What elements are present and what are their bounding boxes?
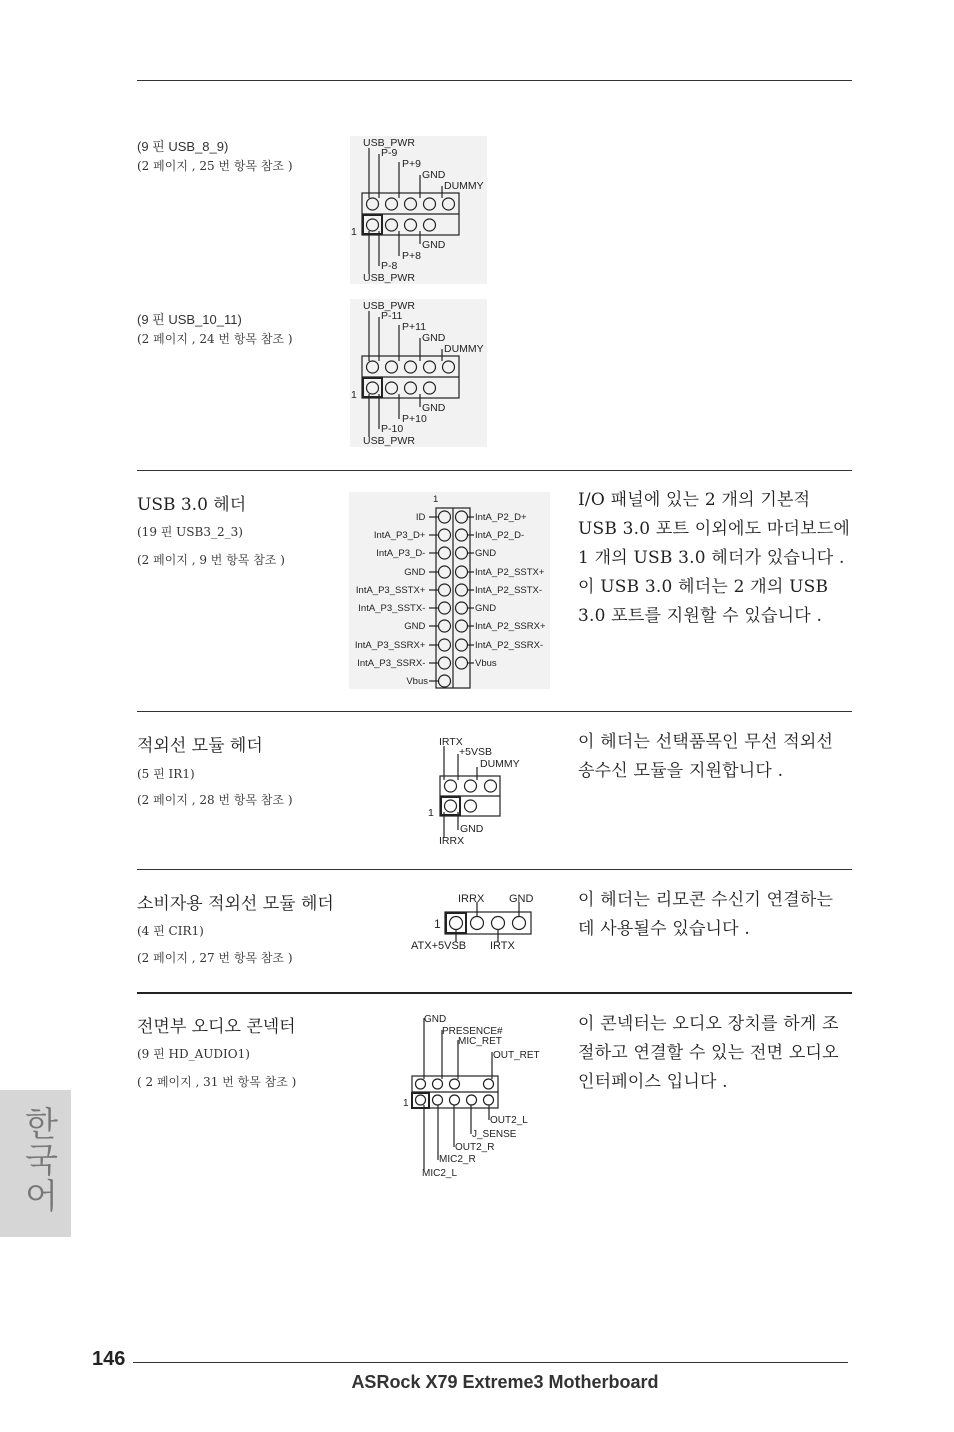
usb1011-label-dummy: DUMMY (444, 343, 484, 355)
svg-text:1 (433, 494, 438, 505)
divider-usb3 (137, 470, 852, 471)
ir-label-irrx: IRRX (439, 835, 465, 846)
usb1011-label-usb-pwr-bottom: USB_PWR (363, 435, 415, 447)
usb3-left-pin-4: GND (404, 567, 426, 578)
usb3-left-pin-5: IntA_P3_SSTX+ (355, 585, 426, 596)
usb1011-label-gnd-bottom: GND (422, 402, 446, 414)
audio-page-ref: ( 2 페이지 , 31 번 항목 참조 ) (137, 1075, 297, 1089)
page-number: 146 (92, 1348, 126, 1370)
usb1011-pin-diagram (350, 299, 487, 447)
usb3-left-pin-9: IntA_P3_SSRX- (357, 658, 426, 669)
usb1011-label-usb-pwr-top: USB_PWR (363, 300, 415, 312)
cir-label-irrx: IRRX (458, 893, 485, 905)
audio-label-presence: PRESENCE# (442, 1026, 503, 1037)
svg-text:USB_PWR P-9 P+9 (351, 137, 486, 284)
audio-label-out2-l: OUT2_L (490, 1115, 528, 1126)
usb3-left-pin-3: IntA_P3_D- (376, 548, 426, 559)
cir-description: 이 헤더는 리모콘 수신기 연결하는 데 사용될수 있습니다 . (578, 890, 834, 939)
usb1011-pin-count: (9 핀 USB_10_11) (137, 312, 242, 327)
audio-description: 이 콘넥터는 오디오 장치를 하게 조절하고 연결할 수 있는 전면 오디오 인터페이스 입니다 . (578, 1014, 839, 1092)
usb89-pin-count: (9 핀 USB_8_9) (137, 139, 229, 154)
ir-title: 적외선 모듈 헤더 (137, 736, 263, 756)
usb3-right-pin-7: IntA_P2_SSRX+ (475, 621, 546, 632)
usb89-label-p-9: P-9 (381, 147, 398, 159)
usb1011-page-ref: (2 페이지 , 24 번 항목 참조 ) (137, 332, 293, 346)
usb3-right-pin-9: Vbus (475, 658, 497, 669)
svg-text:ID IntA_P3_D+ IntA (355, 512, 428, 687)
usb3-pin-count: (19 핀 USB3_2_3) (137, 525, 243, 539)
ir-pin-count: (5 핀 IR1) (137, 767, 195, 781)
ir-label-pin1: 1 (428, 807, 434, 819)
audio-pin-diagram (400, 1010, 550, 1180)
cir-label-atx-5vsb: ATX+5VSB (411, 940, 467, 952)
usb3-title: USB 3.0 헤더 (137, 495, 247, 515)
usb1011-label-gnd-top: GND (422, 332, 446, 344)
ir-label-irtx: IRTX (439, 736, 463, 748)
cir-label-gnd: GND (509, 893, 534, 905)
usb89-label-gnd-bottom: GND (422, 239, 446, 251)
ir-label-5vsb: +5VSB (459, 746, 492, 758)
usb3-right-pin-4: IntA_P2_SSTX+ (475, 567, 545, 578)
audio-label-out2-r: OUT2_R (455, 1142, 495, 1153)
usb3-left-pin-7: GND (404, 621, 426, 632)
usb3-right-pin-6: GND (475, 603, 497, 614)
usb1011-label-p-11: P-11 (381, 310, 403, 322)
usb3-left-pin-10: Vbus (406, 676, 428, 687)
usb89-label-usb-pwr-top: USB_PWR (363, 137, 415, 149)
usb3-label-pin1: 1 (433, 494, 439, 505)
cir-pin-diagram (408, 890, 548, 954)
usb89-label-gnd-top: GND (422, 169, 446, 181)
usb89-label-p-plus-9: P+9 (402, 158, 421, 170)
footer-rule (133, 1362, 848, 1363)
usb3-pin-diagram (349, 492, 550, 689)
usb89-label-p-8: P-8 (381, 260, 398, 272)
usb3-right-pin-3: GND (475, 548, 497, 559)
svg-text:IRTX +5VSB DUMMY (428, 736, 522, 846)
usb3-right-pin-5: IntA_P2_SSTX- (475, 585, 543, 596)
usb89-label-p-plus-8: P+8 (402, 250, 421, 262)
divider-ir (137, 711, 852, 712)
audio-pin-count: (9 핀 HD_AUDIO1) (137, 1047, 250, 1061)
language-side-tab-label: 한국어 (18, 1106, 58, 1214)
usb1011-label-p-plus-11: P+11 (402, 321, 427, 333)
usb3-description: I/O 패널에 있는 2 개의 기본적 USB 3.0 포트 이외에도 마더보드에 1 개의 USB 3.0 헤더가 있습니다 . 이 USB 3.0 헤더는 2 개의 USB 3.0 포트를 지원할 수 있습니다 . (578, 490, 850, 626)
audio-label-out-ret: OUT_RET (493, 1050, 540, 1061)
divider-audio (137, 992, 852, 994)
ir-page-ref: (2 페이지 , 28 번 항목 참조 ) (137, 793, 293, 807)
cir-label-pin1: 1 (434, 917, 441, 931)
usb89-label-dummy: DUMMY (444, 180, 484, 192)
svg-text:IntA_P2_D+ IntA_P2_D- (475, 512, 548, 669)
audio-label-mic2-l: MIC2_L (422, 1168, 458, 1179)
audio-label-mic2-r: MIC2_R (439, 1154, 476, 1165)
audio-label-pin1: 1 (403, 1098, 409, 1109)
usb1011-label-p-10: P-10 (381, 423, 404, 435)
cir-page-ref: (2 페이지 , 27 번 항목 참조 ) (137, 951, 293, 965)
ir-label-gnd: GND (460, 823, 484, 835)
cir-label-irtx: IRTX (490, 940, 515, 952)
top-rule (137, 80, 852, 81)
usb3-page-ref: (2 페이지 , 9 번 항목 참조 ) (137, 553, 285, 567)
usb89-pin-diagram (350, 136, 487, 284)
usb3-right-pin-1: IntA_P2_D+ (475, 512, 527, 523)
usb3-left-pin-2: IntA_P3_D+ (373, 530, 426, 541)
usb3-left-pin-8: IntA_P3_SSRX+ (354, 640, 426, 651)
footer-title: ASRock X79 Extreme3 Motherboard (351, 1372, 659, 1392)
language-side-tab (0, 1090, 71, 1237)
audio-label-gnd: GND (424, 1014, 447, 1025)
usb1011-label-pin1: 1 (351, 389, 357, 401)
cir-pin-count: (4 핀 CIR1) (137, 924, 204, 938)
audio-label-mic-ret: MIC_RET (458, 1036, 502, 1047)
usb89-label-usb-pwr-bottom: USB_PWR (363, 272, 415, 284)
usb3-left-pin-1: ID (415, 512, 426, 523)
divider-cir (137, 869, 852, 870)
ir-description: 이 헤더는 선택품목인 무선 적외선 송수신 모듈을 지원합니다 . (578, 732, 834, 781)
ir-label-dummy: DUMMY (480, 758, 520, 770)
usb3-right-pin-8: IntA_P2_SSRX- (475, 640, 544, 651)
usb1011-label-p-plus-10: P+10 (402, 413, 427, 425)
svg-text:USB_PWR P-11 P+11 (351, 300, 486, 447)
audio-title: 전면부 오디오 콘넥터 (137, 1017, 296, 1037)
ir-pin-diagram (420, 734, 530, 846)
audio-label-j-sense: J_SENSE (472, 1129, 517, 1140)
usb3-left-pin-6: IntA_P3_SSTX- (358, 603, 426, 614)
usb89-page-ref: (2 페이지 , 25 번 항목 참조 ) (137, 159, 293, 173)
svg-text:IRRX GND 1 A (411, 893, 537, 952)
cir-title: 소비자용 적외선 모듈 헤더 (137, 894, 334, 914)
usb3-right-pin-2: IntA_P2_D- (475, 530, 525, 541)
usb89-label-pin1: 1 (351, 226, 357, 238)
